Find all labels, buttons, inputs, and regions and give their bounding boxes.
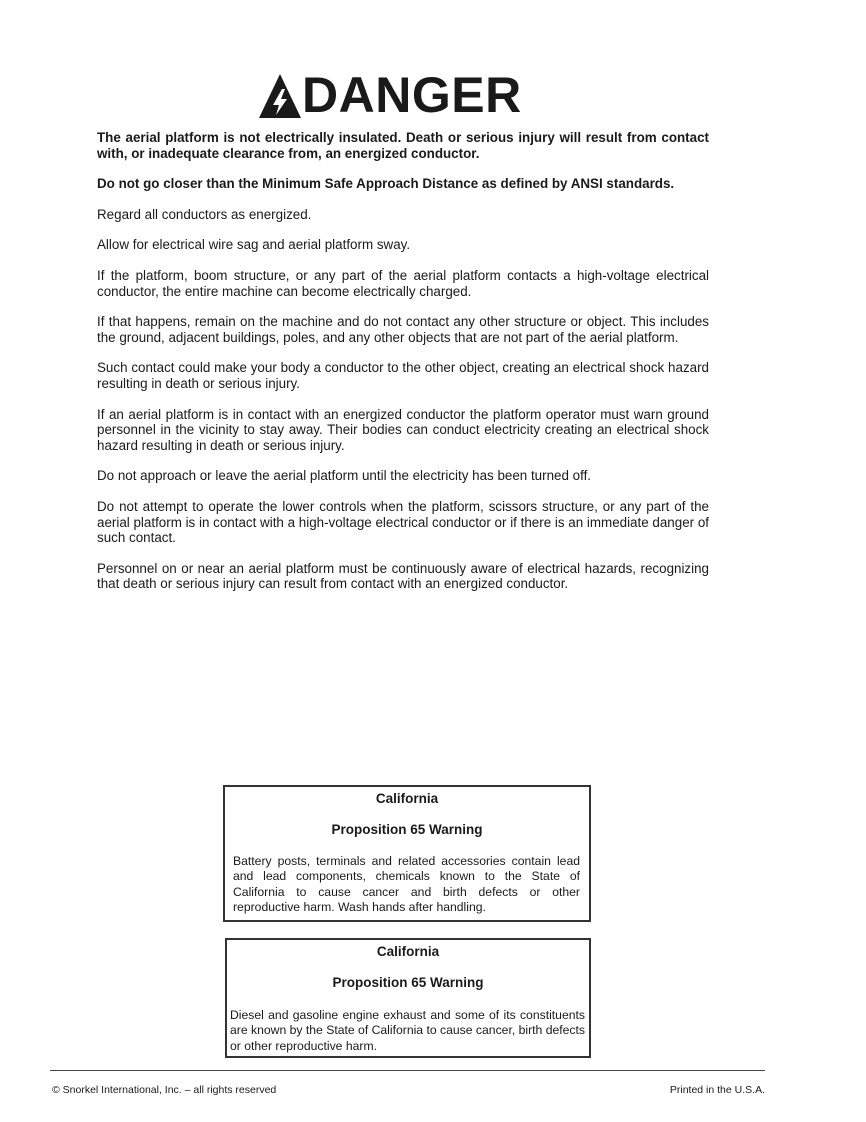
prop65-title: Proposition 65 Warning (332, 975, 484, 990)
footer-divider (50, 1070, 765, 1071)
danger-header (258, 68, 522, 122)
footer-printed: Printed in the U.S.A. (669, 1084, 765, 1096)
prop65-state: California (375, 791, 439, 806)
warning-paragraph: Allow for electrical wire sag and aerial platform sway. (97, 237, 411, 253)
prop65-state: California (376, 944, 440, 959)
warning-paragraph: If that happens, remain on the machine and do not contact any other structure or object. This includes the ground, adjacent buildings, poles, and any other objects that are not part of the aerial platform. (97, 314, 709, 345)
warning-paragraph: Do not go closer than the Minimum Safe Approach Distance as defined by ANSI standards. (97, 176, 675, 192)
prop65-battery-warning-box (223, 785, 591, 922)
warning-paragraph: The aerial platform is not electrically insulated. Death or serious injury will result from contact with, or inadequate clearance from, an energized conductor. (97, 130, 709, 161)
electrical-hazard-triangle-icon (258, 73, 302, 119)
footer-copyright: © Snorkel International, Inc. – all rights reserved (52, 1084, 277, 1096)
warning-paragraph: If the platform, boom structure, or any part of the aerial platform contacts a high-voltage electrical conductor, the entire machine can become electrically charged. (97, 267, 709, 299)
warning-paragraph: Regard all conductors as energized. (97, 206, 312, 222)
warning-paragraph: Do not approach or leave the aerial platform until the electricity has been turned off. (97, 468, 592, 484)
warning-paragraph: Do not attempt to operate the lower controls when the platform, scissors structure, or any part of the aerial platform is in contact with a high-voltage electrical conductor or if there is an immediate danger of such contact. (97, 498, 709, 546)
prop65-text: Diesel and gasoline engine exhaust and some of its constituents are known by the State of California to cause cancer, birth defects or other reproductive harm. (230, 1008, 585, 1053)
warning-paragraph: If an aerial platform is in contact with an energized conductor the platform operator must warn ground personnel in the vicinity to stay away. Their bodies can conduct electricity creating an electrical shock hazard resulting in death or serious injury. (97, 406, 709, 453)
warning-paragraph: Personnel on or near an aerial platform must be continuously aware of electrical hazards, recognizing that death or serious injury can result from contact with an energized conductor. (97, 560, 709, 592)
prop65-exhaust-warning-box (225, 938, 591, 1058)
danger-title: DANGER (302, 67, 522, 123)
prop65-text: Battery posts, terminals and related accessories contain lead and lead components, chemicals known to the State of California to cause cancer and birth defects or other reproductive harm. Wash hands after handling. (233, 854, 580, 915)
danger-warning-text (97, 130, 709, 607)
warning-paragraph: Such contact could make your body a conductor to the other object, creating an electrical shock hazard resulting in death or serious injury. (97, 360, 709, 391)
prop65-title: Proposition 65 Warning (331, 822, 483, 837)
